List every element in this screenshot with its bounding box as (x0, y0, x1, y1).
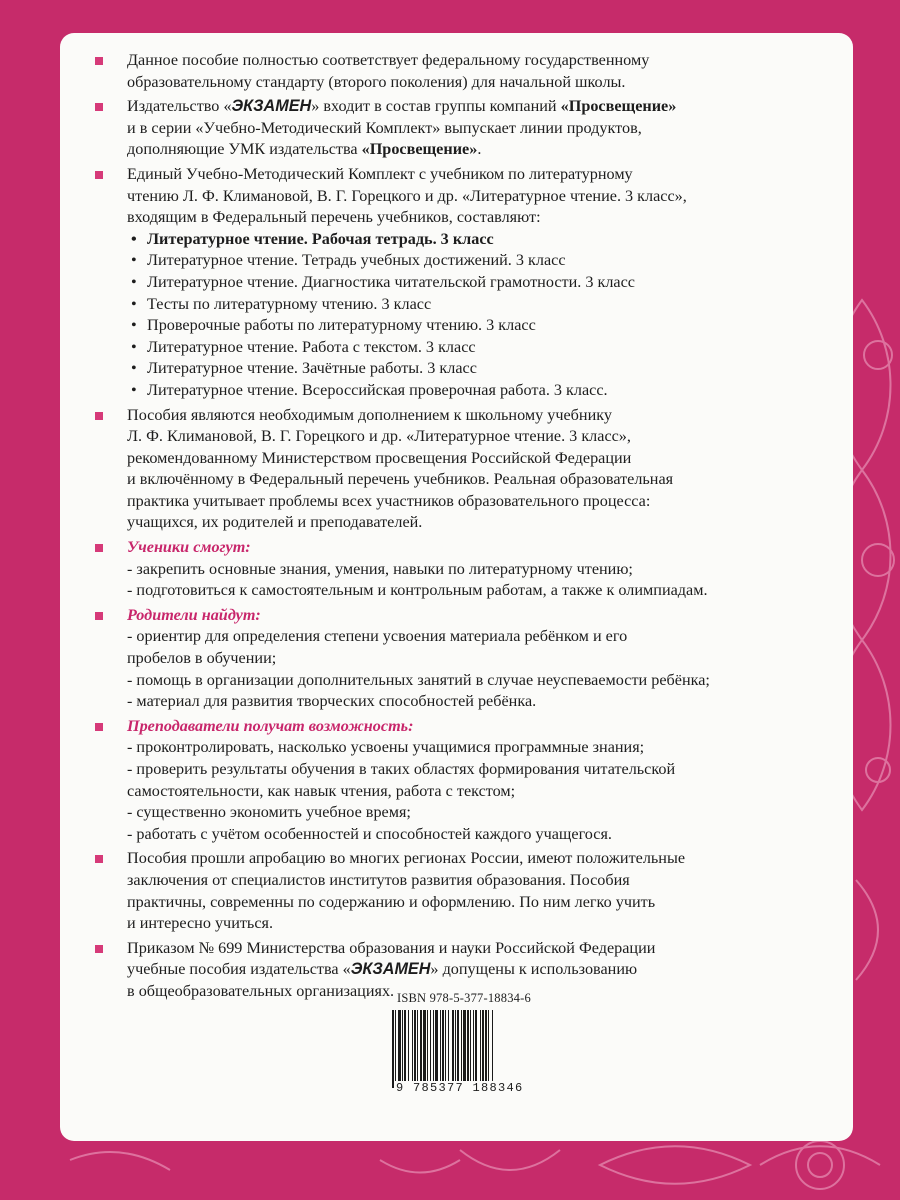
text-line: дополняющие УМК издательства «Просвещение». (127, 140, 482, 159)
students-section (127, 537, 842, 602)
text-line: в общеобразовательных организациях. (127, 981, 395, 1000)
square-bullet-icon (95, 612, 103, 620)
text-line: - проконтролировать, насколько усвоены учащимися программные знания; (127, 738, 645, 757)
section-heading: Ученики смогут: (127, 538, 251, 557)
section-heading: Родители найдут: (127, 605, 261, 624)
supplement-paragraph (127, 405, 842, 535)
publisher-name: ЭКЗАМЕН (350, 960, 431, 979)
text-line: - подготовиться к самостоятельным и контрольным работам, а также к олимпиадам. (127, 581, 708, 600)
text-line: образовательному стандарту (второго поколения) для начальной школы. (127, 72, 626, 91)
text-line: - работать с учётом особенностей и способностей каждого учащегося. (127, 824, 612, 843)
text-line: чтению Л. Ф. Климановой, В. Г. Горецкого и др. «Литературное чтение. 3 класс», (127, 186, 687, 205)
text-line: и включённому в Федеральный перечень учебников. Реальная образовательная (127, 470, 674, 489)
square-bullet-icon (95, 57, 103, 65)
teachers-section (127, 716, 842, 846)
list-item: • Литературное чтение. Всероссийская проверочная работа. 3 класс. (127, 380, 842, 402)
square-bullet-icon (95, 103, 103, 111)
text-line: практика учитывает проблемы всех участников образовательного процесса: (127, 491, 651, 510)
publisher-paragraph (127, 96, 842, 161)
text-line: и в серии «Учебно-Методический Комплект» выпускает линии продуктов, (127, 118, 642, 137)
company-name: «Просвещение» (361, 140, 478, 159)
barcode-digits: 9 785377 188346 (394, 1081, 534, 1095)
square-bullet-icon (95, 945, 103, 953)
text-line: - ориентир для определения степени усвоения материала ребёнком и его (127, 627, 628, 646)
text-line: самостоятельности, как навык чтения, работа с текстом; (127, 781, 516, 800)
text-line: Пособия прошли апробацию во многих регионах России, имеют положительные (127, 849, 686, 868)
square-bullet-icon (95, 412, 103, 420)
company-name: «Просвещение» (560, 97, 677, 116)
text-line: Издательство «ЭКЗАМЕН» входит в состав группы компаний «Просвещение» (127, 97, 677, 116)
barcode-icon (390, 1010, 535, 1090)
isbn-label: ISBN 978-5-377-18834-6 (397, 991, 531, 1005)
text-line: Приказом № 699 Министерства образования и науки Российской Федерации (127, 938, 656, 957)
text-line: учащихся, их родителей и преподавателей. (127, 513, 423, 532)
text-line: заключения от специалистов институтов развития образования. Пособия (127, 870, 630, 889)
text-line: Данное пособие полностью соответствует федеральному государственному (127, 51, 650, 69)
text-line: Пособия являются необходимым дополнением к школьному учебнику (127, 405, 612, 424)
fgos-paragraph (127, 50, 842, 93)
square-bullet-icon (95, 723, 103, 731)
parents-section (127, 605, 842, 713)
list-item: • Литературное чтение. Зачётные работы. 3 класс (127, 358, 842, 380)
section-heading: Преподаватели получат возможность: (127, 716, 414, 735)
text-line: практичны, современны по содержанию и оформлению. По ним легко учить (127, 892, 656, 911)
text-line: - проверить результаты обучения в таких областях формирования читательской (127, 760, 676, 778)
square-bullet-icon (95, 544, 103, 552)
square-bullet-icon (95, 855, 103, 863)
text-line: Единый Учебно-Методический Комплект с учебником по литературному (127, 164, 633, 183)
text-line: учебные пособия издательства «ЭКЗАМЕН» допущены к использованию (127, 960, 638, 979)
list-item: • Литературное чтение. Рабочая тетрадь. 3 класс (127, 229, 842, 251)
umk-paragraph (127, 164, 842, 402)
text-column (127, 50, 842, 1003)
square-bullet-icon (95, 171, 103, 179)
approval-paragraph (127, 848, 842, 934)
list-item: • Литературное чтение. Диагностика читательской грамотности. 3 класс (127, 272, 842, 294)
publisher-name: ЭКЗАМЕН (231, 97, 312, 116)
text-line: - материал для развития творческих способностей ребёнка. (127, 692, 537, 711)
list-item: • Литературное чтение. Тетрадь учебных достижений. 3 класс (127, 250, 842, 272)
text-line: рекомендованному Министерством просвещения Российской Федерации (127, 448, 632, 467)
text-line: пробелов в обучении; (127, 649, 277, 668)
text-line: и интересно учиться. (127, 914, 273, 933)
list-item: • Литературное чтение. Работа с текстом. 3 класс (127, 337, 842, 359)
list-item: • Проверочные работы по литературному чтению. 3 класс (127, 315, 842, 337)
text-line: входящим в Федеральный перечень учебников, составляют: (127, 208, 541, 227)
text-line: - помощь в организации дополнительных занятий в случае неуспеваемости ребёнка; (127, 670, 710, 689)
text-line: - закрепить основные знания, умения, навыки по литературному чтению; (127, 559, 633, 578)
list-item: • Тесты по литературному чтению. 3 класс (127, 294, 842, 316)
text-line: Л. Ф. Климановой, В. Г. Горецкого и др. «Литературное чтение. 3 класс», (127, 427, 631, 446)
text-line: - существенно экономить учебное время; (127, 803, 411, 822)
